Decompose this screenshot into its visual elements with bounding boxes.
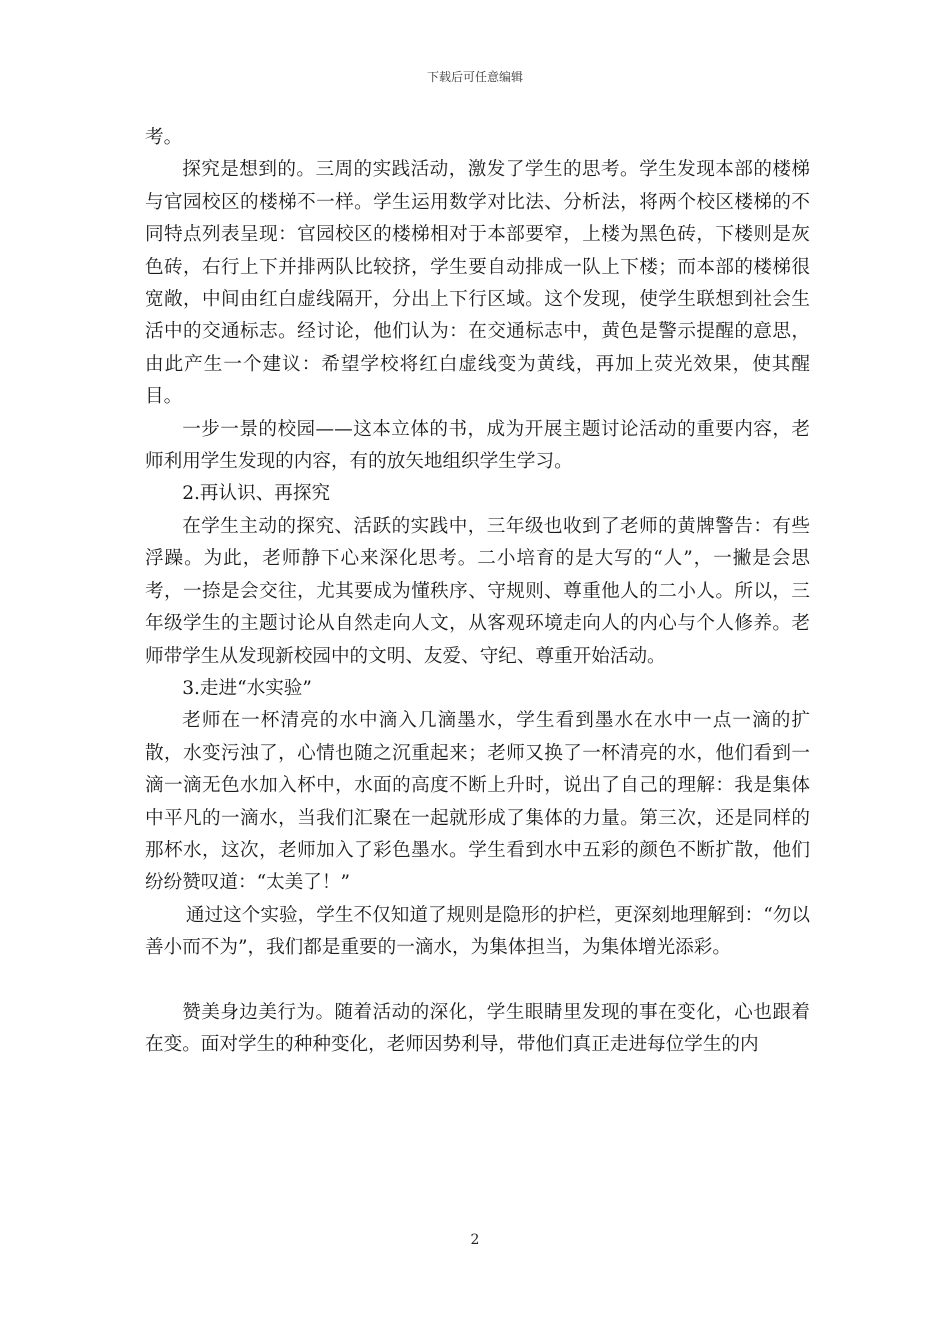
section-heading-2: 2.再认识、再探究 — [182, 483, 331, 505]
paragraph-continuation: 考。 — [145, 127, 183, 148]
paragraph-reflection: 在学生主动的探究、活跃的实践中，三年级也收到了老师的黄牌警告：有些浮躁。为此，老师静下心来深化思考。二小培育的是大写的“人”，一撇是会思考，一捺是会交往，尤其要成为懂秩序、守规则、尊重他人的二小人。所以，三年级学生的主题讨论从自然走向人文，从客观环境走向人的内心与个人修养。老师带学生从发现新校园中的文明、友爱、守纪、尊重开始活动。 — [145, 515, 810, 667]
paragraph-gap — [145, 965, 810, 997]
page-header: 下载后可任意编辑 — [426, 70, 523, 84]
paragraph-campus-book: 一步一景的校园——这本立体的书，成为开展主题讨论活动的重要内容，老师利用学生发现的内容，有的放矢地组织学生学习。 — [145, 418, 810, 473]
paragraph-stairs-discovery: 探究是想到的。三周的实践活动，激发了学生的思考。学生发现本部的楼梯与官园校区的楼梯不一样。学生运用数学对比法、分析法，将两个校区楼梯的不同特点列表呈现：官园校区的楼梯相对于本部要窄，上楼为黑色砖，下楼则是灰色砖，右行上下并排两队比较挤，学生要自动排成一队上下楼；而本部的楼梯很宽敞，中间由红白虚线隔开，分出上下行区域。这个发现，使学生联想到社会生活中的交通标志。经讨论，他们认为：在交通标志中，黄色是警示提醒的意思，由此产生一个建议：希望学校将红白虚线变为黄线，再加上荧光效果，使其醒目。 — [145, 159, 810, 408]
paragraph-praise-behavior: 赞美身边美行为。随着活动的深化，学生眼睛里发现的事在变化，心也跟着在变。面对学生的种种变化，老师因势利导，带他们真正走进每位学生的内 — [145, 1001, 810, 1055]
page-number: 2 — [470, 1232, 480, 1248]
paragraph-experiment-conclusion: 通过这个实验，学生不仅知道了规则是隐形的护栏，更深刻地理解到：“勿以善小而不为”，我们都是重要的一滴水，为集体担当，为集体增光添彩。 — [145, 904, 810, 959]
document-body — [145, 122, 810, 1061]
paragraph-water-experiment: 老师在一杯清亮的水中滴入几滴墨水，学生看到墨水在水中一点一滴的扩散，水变污浊了，心情也随之沉重起来；老师又换了一杯清亮的水，他们看到一滴一滴无色水加入杯中，水面的高度不断上升时，说出了自己的理解：我是集体中平凡的一滴水，当我们汇聚在一起就形成了集体的力量。第三次，还是同样的那杯水，这次，老师加入了彩色墨水。学生看到水中五彩的颜色不断扩散，他们纷纷赞叹道：“太美了！” — [145, 710, 810, 894]
section-heading-3: 3.走进“水实验” — [182, 677, 312, 699]
